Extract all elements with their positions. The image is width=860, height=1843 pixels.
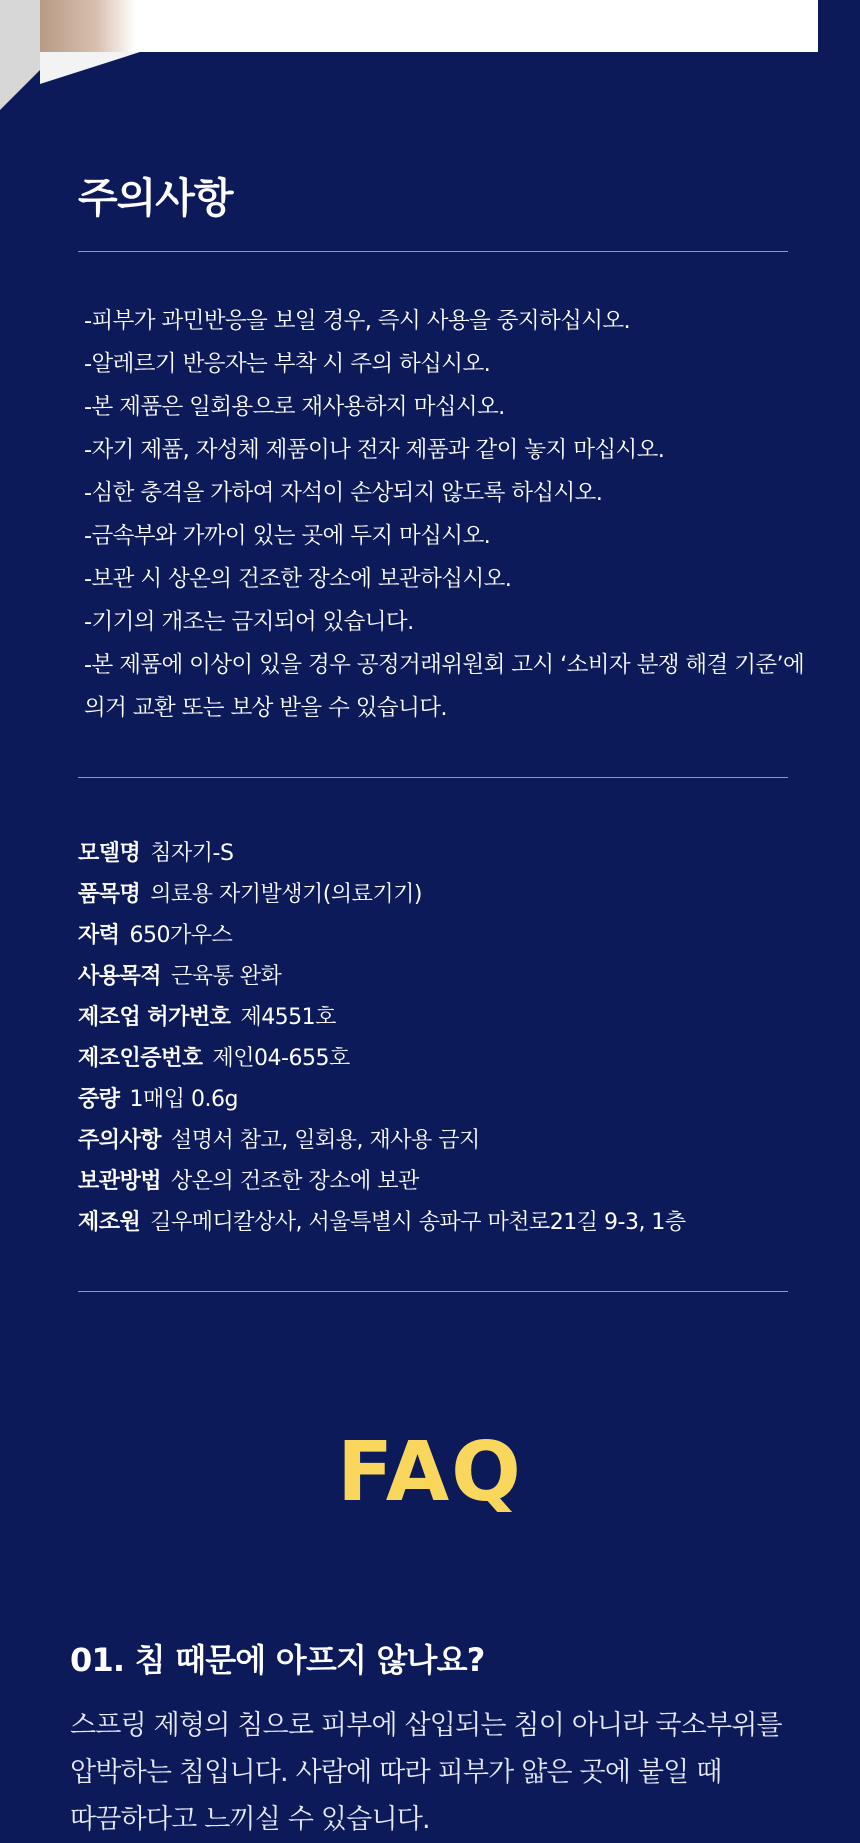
spec-value: 650가우스 [129, 923, 233, 948]
spec-label: 제조인증번호 [78, 1046, 203, 1071]
spec-label: 주의사항 [78, 1128, 162, 1153]
spec-row [78, 1038, 798, 1079]
faq-answer-line: 스프링 제형의 침으로 피부에 삽입되는 침이 아니라 국소부위를 [70, 1710, 782, 1741]
spec-label: 사용목적 [78, 964, 162, 989]
caution-item: 의거 교환 또는 보상 받을 수 있습니다. [84, 695, 447, 721]
caution-item: -피부가 과민반응을 보일 경우, 즉시 사용을 중지하십시오. [84, 308, 631, 334]
spec-label: 품목명 [78, 882, 141, 907]
spec-value: 제4551호 [240, 1005, 336, 1030]
caution-item: -알레르기 반응자는 부착 시 주의 하십시오. [84, 351, 491, 377]
product-image-banner [0, 0, 860, 110]
faq-answer-line: 압박하는 침입니다. 사람에 따라 피부가 얇은 곳에 붙일 때 [70, 1757, 722, 1788]
caution-list [84, 300, 844, 730]
divider [78, 777, 788, 778]
spec-value: 제인04-655호 [212, 1046, 350, 1071]
spec-value: 침자기-S [150, 841, 234, 866]
decorative-slant [40, 52, 140, 84]
spec-list [78, 833, 798, 1243]
caution-item: -본 제품에 이상이 있을 경우 공정거래위원회 고시 ‘소비자 분쟁 해결 기준’에 [84, 652, 805, 678]
caution-item: -보관 시 상온의 건조한 장소에 보관하십시오. [84, 566, 512, 592]
faq-answer [70, 1702, 830, 1843]
spec-row [78, 874, 798, 915]
faq-answer-line: 따끔하다고 느끼실 수 있습니다. [70, 1804, 430, 1835]
caution-item: -심한 충격을 가하여 자석이 손상되지 않도록 하십시오. [84, 480, 603, 506]
divider [78, 251, 788, 252]
caution-title: 주의사항 [78, 174, 233, 222]
spec-row [78, 833, 798, 874]
caution-item: -기기의 개조는 금지되어 있습니다. [84, 609, 414, 635]
spec-value: 1매입 0.6g [129, 1087, 238, 1112]
product-photo-panel [40, 0, 818, 52]
spec-value: 상온의 건조한 장소에 보관 [171, 1169, 419, 1194]
spec-row [78, 1161, 798, 1202]
spec-value: 길우메디칼상사, 서울특별시 송파구 마천로21길 9-3, 1층 [150, 1210, 686, 1235]
caution-item: -자기 제품, 자성체 제품이나 전자 제품과 같이 놓지 마십시오. [84, 437, 665, 463]
spec-label: 제조원 [78, 1210, 141, 1235]
spec-row [78, 956, 798, 997]
caution-item: -금속부와 가까이 있는 곳에 두지 마십시오. [84, 523, 491, 549]
spec-row [78, 997, 798, 1038]
spec-row [78, 915, 798, 956]
product-photo [40, 0, 135, 52]
spec-label: 자력 [78, 923, 120, 948]
faq-title: FAQ [337, 1425, 523, 1520]
spec-label: 보관방법 [78, 1169, 162, 1194]
spec-label: 제조업 허가번호 [78, 1005, 231, 1030]
spec-row [78, 1120, 798, 1161]
spec-label: 중량 [78, 1087, 120, 1112]
faq-question: 01. 침 때문에 아프지 않나요? [70, 1641, 485, 1679]
spec-label: 모델명 [78, 841, 141, 866]
spec-value: 설명서 참고, 일회용, 재사용 금지 [171, 1128, 480, 1153]
divider [78, 1291, 788, 1292]
spec-value: 근육통 완화 [171, 964, 282, 989]
caution-item: -본 제품은 일회용으로 재사용하지 마십시오. [84, 394, 505, 420]
spec-row [78, 1079, 798, 1120]
spec-value: 의료용 자기발생기(의료기기) [150, 882, 422, 907]
spec-row [78, 1202, 798, 1243]
